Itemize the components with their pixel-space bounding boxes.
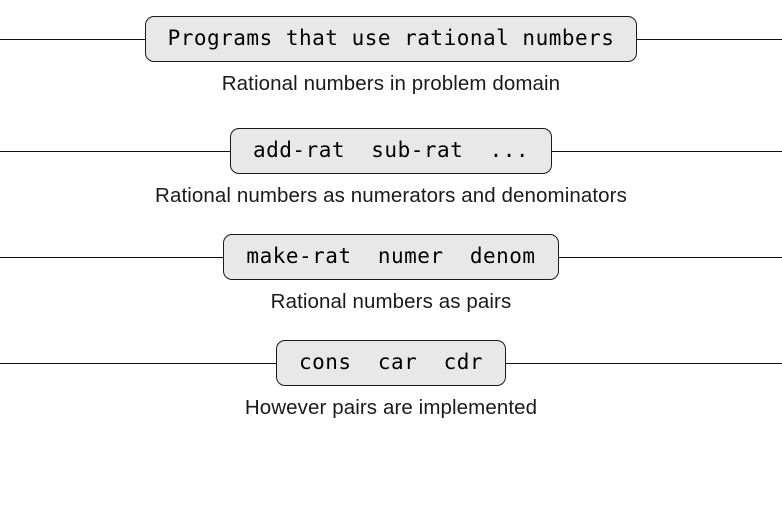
barrier-line-left-4: [0, 363, 276, 364]
barrier-line-left-1: [0, 39, 145, 40]
spacer-1: [0, 96, 782, 126]
layer-1: [0, 14, 782, 96]
barrier-line-left-2: [0, 151, 230, 152]
abstraction-barrier-2: [0, 126, 782, 176]
barrier-line-right-3: [559, 257, 782, 258]
barrier-box-4: cons car cdr: [276, 340, 506, 386]
layer-2: [0, 126, 782, 208]
spacer-2: [0, 208, 782, 232]
layer-caption-2: Rational numbers as numerators and denominators: [155, 184, 627, 207]
spacer-3: [0, 314, 782, 338]
layer-4: [0, 338, 782, 420]
barrier-box-3: make-rat numer denom: [223, 234, 558, 280]
abstraction-barrier-4: [0, 338, 782, 388]
barrier-line-right-4: [506, 363, 782, 364]
abstraction-barrier-3: [0, 232, 782, 282]
barrier-box-1: Programs that use rational numbers: [145, 16, 638, 62]
barrier-box-2: add-rat sub-rat ...: [230, 128, 552, 174]
layer-caption-1: Rational numbers in problem domain: [221, 72, 561, 95]
abstraction-barrier-1: [0, 14, 782, 64]
barrier-line-left-3: [0, 257, 223, 258]
barrier-line-right-2: [552, 151, 782, 152]
layer-caption-3: Rational numbers as pairs: [270, 290, 512, 313]
barrier-line-right-1: [637, 39, 782, 40]
layer-3: [0, 232, 782, 314]
layer-caption-4: However pairs are implemented: [244, 396, 538, 419]
